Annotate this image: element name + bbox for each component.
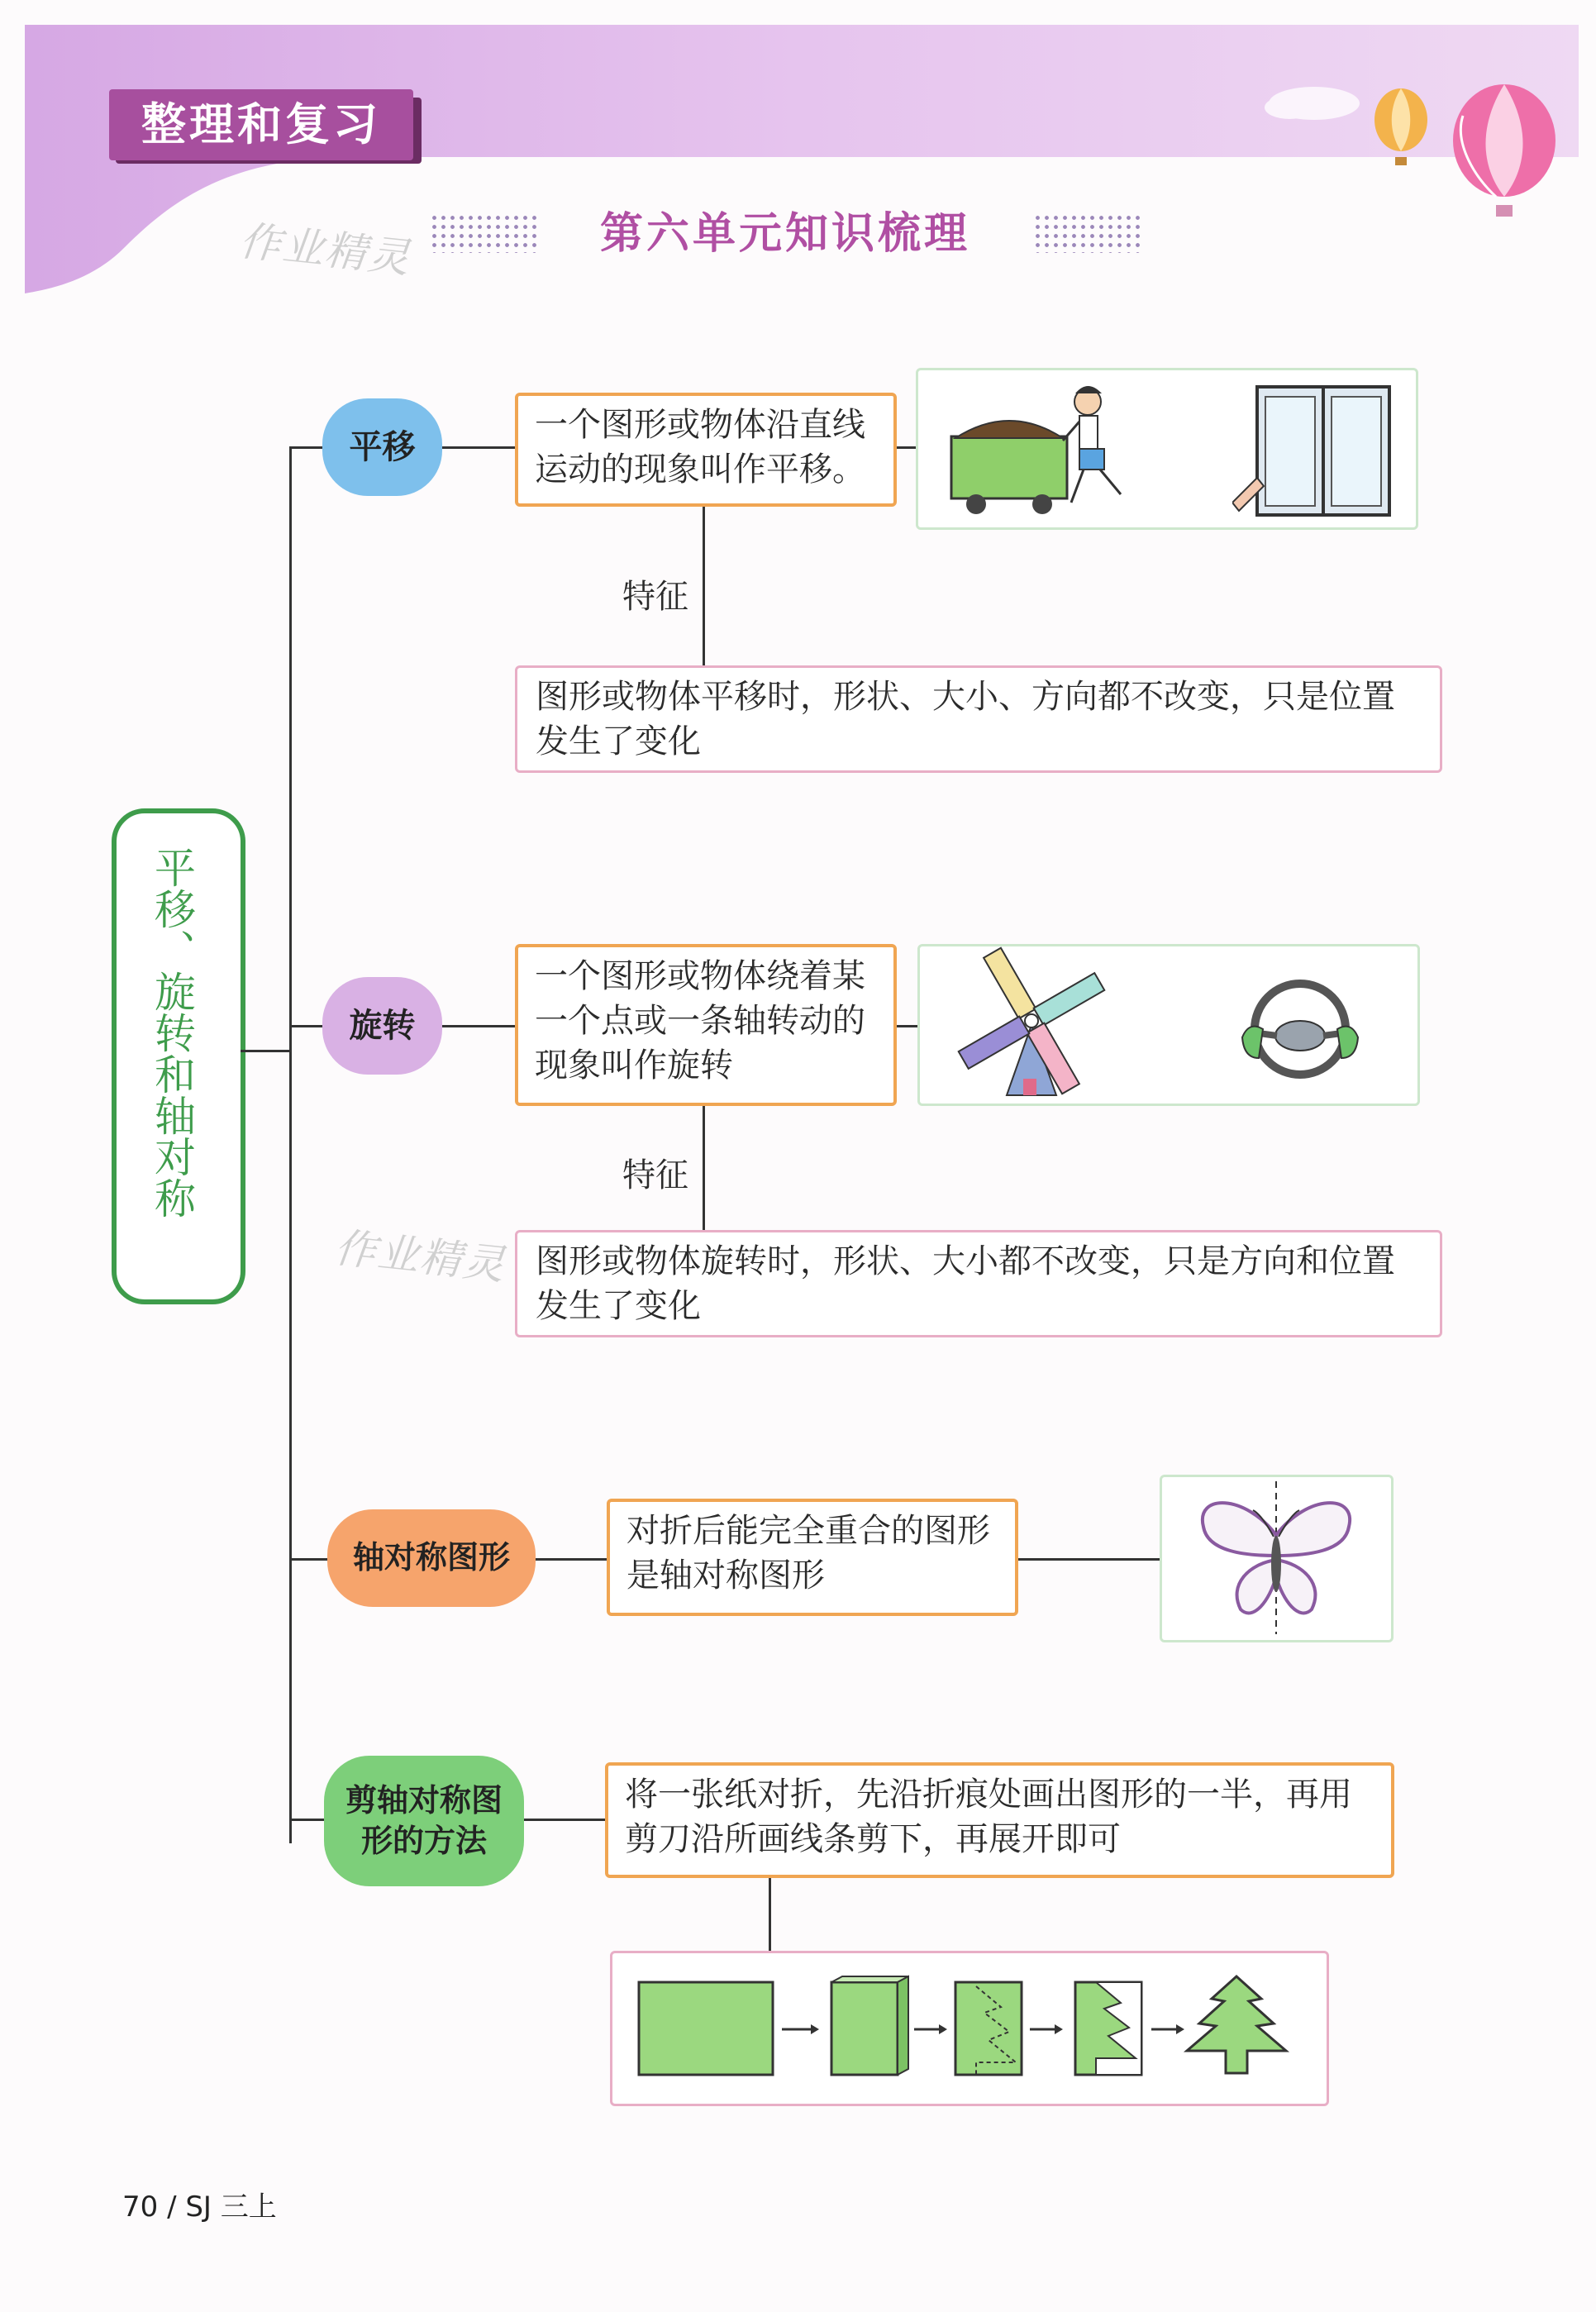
axial-definition: 对折后能完全重合的图形是轴对称图形: [607, 1499, 1018, 1616]
connector-cutting-steps: [769, 1878, 771, 1952]
folded-paper-icon: [831, 1976, 908, 2075]
axial-image: [1160, 1475, 1394, 1642]
branch-cutting-method: 剪轴对称图形的方法: [324, 1756, 524, 1886]
connector-axial-def: [536, 1558, 608, 1561]
dot-decoration-left: [430, 213, 537, 253]
paper-sheet-icon: [639, 1982, 773, 2075]
rotation-definition: 一个图形或物体绕着某一个点或一条轴转动的现象叫作旋转: [515, 944, 897, 1106]
connector-rotation: [289, 1025, 324, 1027]
connector-rotation-img: [897, 1025, 918, 1027]
unit-title: 第六单元知识梳理: [599, 209, 970, 259]
drawn-half-icon: [955, 1982, 1022, 2075]
dot-decoration-right: [1033, 213, 1141, 253]
root-node: [112, 808, 245, 1304]
connector-root: [241, 1050, 290, 1052]
page-number: 70 / SJ 三上: [122, 2190, 277, 2224]
connector-cutting-def: [524, 1819, 607, 1821]
connector-axial-img: [1018, 1558, 1160, 1561]
translation-definition: 一个图形或物体沿直线运动的现象叫作平移。: [515, 393, 897, 507]
rotation-feature: 图形或物体旋转时，形状、大小都不改变，只是方向和位置发生了变化: [515, 1230, 1442, 1337]
rotation-feature-label: 特征: [622, 1156, 688, 1194]
connector-spine: [289, 446, 292, 1843]
watermark-top: 作业精灵: [237, 217, 414, 283]
sliding-window-icon: [1232, 379, 1398, 523]
cutting-steps-diagram: [612, 1953, 1327, 2104]
rotation-images: [917, 944, 1420, 1106]
section-tag: 整理和复习: [109, 89, 413, 160]
connector-axial: [289, 1558, 329, 1561]
connector-rotation-feature: [703, 1106, 705, 1232]
watermark-mid: 作业精灵: [332, 1223, 509, 1289]
tree-icon: [1187, 1976, 1286, 2073]
cut-half-icon: [1075, 1982, 1141, 2075]
translation-feature-label: 特征: [622, 578, 688, 616]
root-label: 平移、旋转和轴对称: [148, 846, 196, 1218]
cutting-steps: [610, 1951, 1329, 2106]
arrow-icon: [914, 2024, 947, 2034]
connector-cutting: [289, 1819, 326, 1821]
translation-feature: 图形或物体平移时，形状、大小、方向都不改变，只是位置发生了变化: [515, 665, 1442, 773]
arrow-icon: [1151, 2024, 1184, 2034]
translation-images: [916, 368, 1418, 530]
arrow-icon: [782, 2024, 819, 2034]
connector-translation-img: [897, 446, 917, 449]
connector-rotation-def: [442, 1025, 517, 1027]
steering-wheel-icon: [1226, 980, 1374, 1087]
connector-translation-def: [442, 446, 517, 449]
arrow-icon: [1030, 2024, 1063, 2034]
butterfly-icon: [1162, 1477, 1390, 1639]
branch-translation: 平移: [322, 398, 442, 496]
cutting-definition: 将一张纸对折，先沿折痕处画出图形的一半，再用剪刀沿所画线条剪下，再展开即可: [605, 1762, 1394, 1878]
balloon-icon: [1364, 83, 1579, 223]
connector-translation: [289, 446, 324, 449]
branch-rotation: 旋转: [322, 977, 442, 1075]
branch-axial-symmetry: 轴对称图形: [327, 1509, 536, 1607]
connector-translation-feature: [703, 507, 705, 668]
